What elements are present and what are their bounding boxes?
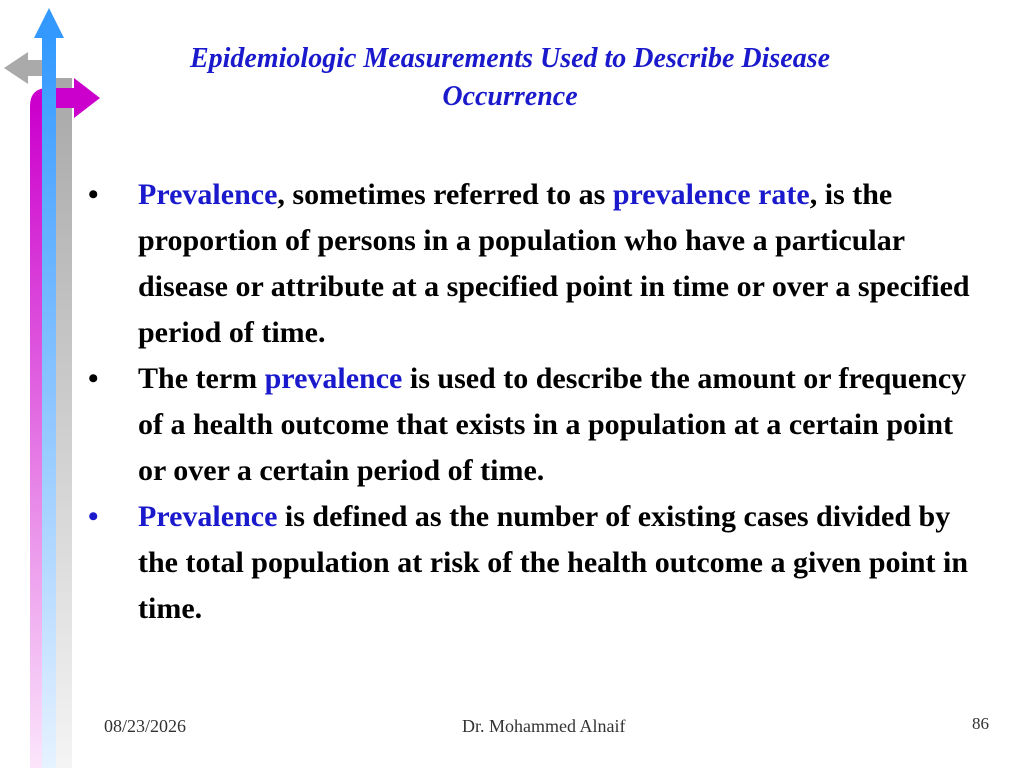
bullet-text: , sometimes referred to as <box>277 178 613 211</box>
bullet-marker: • <box>88 500 99 533</box>
page-number: 86 <box>972 714 989 733</box>
bullet-marker: • <box>88 362 99 395</box>
bullet-text: The term <box>138 362 265 395</box>
bullet-item <box>88 172 988 356</box>
bullet-text: is defined as the number of existing cases divided by the total population at risk of the health outcome a given point in time. <box>138 500 969 625</box>
highlighted-term: Prevalence <box>138 178 278 211</box>
highlighted-term: prevalence <box>264 362 403 395</box>
bullet-text: , is the proportion of persons in a population who have a particular disease or attribute at a specified point in time or over a specified period of time. <box>138 178 970 349</box>
bullet-list <box>88 172 988 632</box>
bullet-marker: • <box>88 178 99 211</box>
highlighted-term: prevalence rate <box>612 178 810 211</box>
bullet-item <box>88 356 988 494</box>
footer-date: 08/23/2026 <box>104 716 187 736</box>
highlighted-term: Prevalence <box>138 500 278 533</box>
bullet-text: is used to describe the amount or frequency of a health outcome that exists in a population at a certain point or over a certain period of time. <box>138 362 967 487</box>
slide-title: Epidemiologic Measurements Used to Describe Disease Occurrence <box>189 43 831 112</box>
bullet-item <box>88 494 988 632</box>
footer-author: Dr. Mohammed Alnaif <box>462 716 626 736</box>
